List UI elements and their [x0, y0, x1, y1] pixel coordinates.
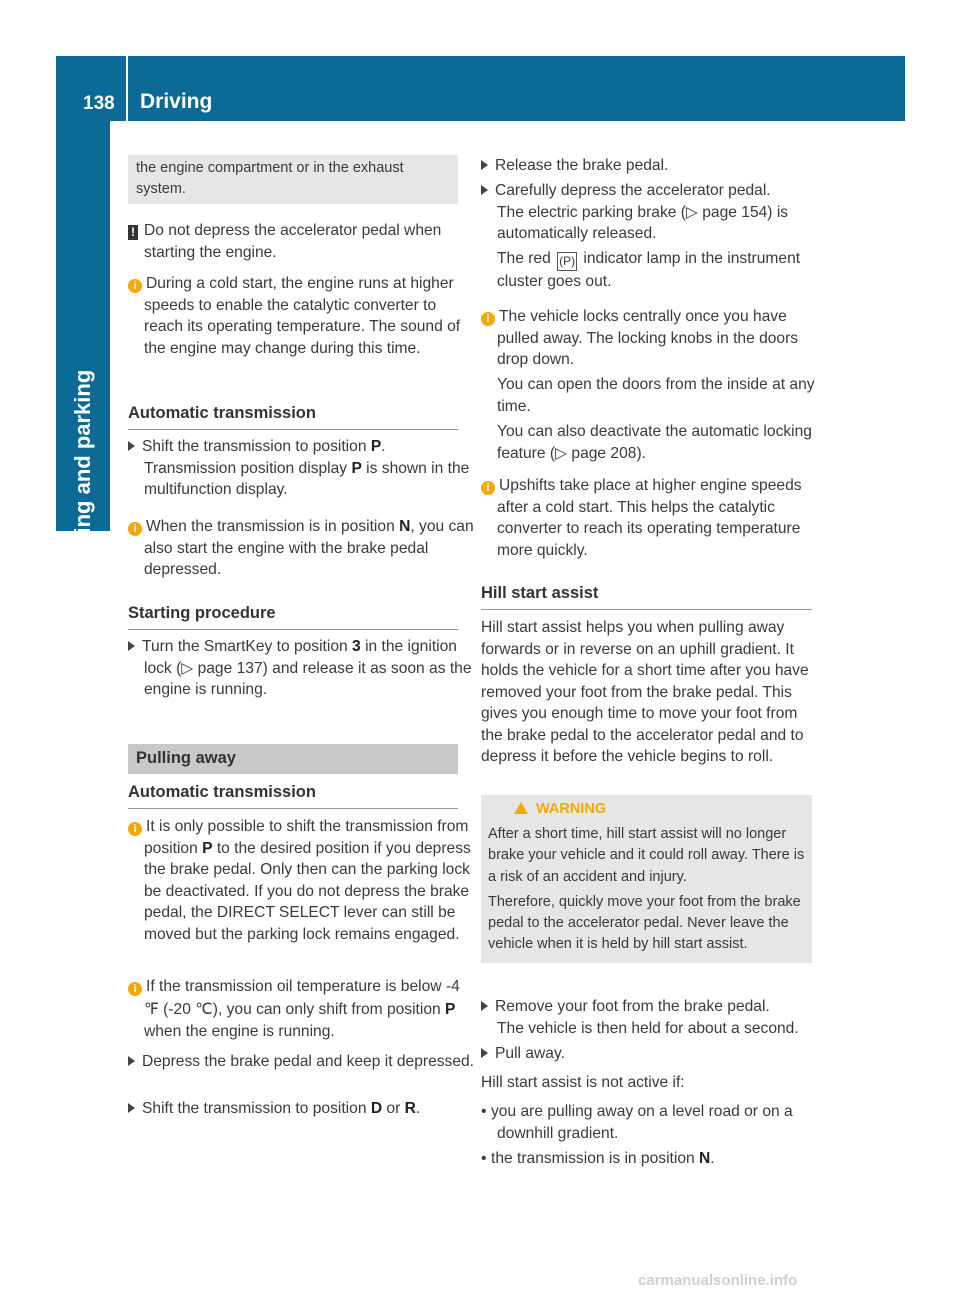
info-upshifts: i Upshifts take place at higher engine speeds after a cold start. This helps the catalytic converter to reach its operating temperature more quickly. [481, 475, 828, 561]
continued-box [128, 155, 458, 204]
parking-lamp-text: The red (P) indicator lamp in the instrument cluster goes out. [497, 250, 801, 290]
warning-box [481, 795, 812, 963]
step-arrow-icon [481, 185, 488, 195]
info-central-locking: i The vehicle locks centrally once you have pulled away. The locking knobs in the doors drop down. [481, 306, 828, 371]
step-arrow-icon [128, 1056, 135, 1066]
heading-automatic-transmission: Automatic transmission [128, 403, 458, 430]
continued-text: the engine compartment or in the exhaust system. [136, 160, 404, 197]
step-arrow-icon [128, 1103, 135, 1113]
info-icon: i [128, 522, 142, 536]
warning-triangle-icon [514, 802, 528, 814]
bullet-position-n: • the transmission is in position N. [481, 1148, 828, 1170]
info-shift-from-p: i It is only possible to shift the transmission from position P to the desired position if you depress the brake pedal. Only then can the parking lock be deactivated. If you do not depress the brake pedal, the DIRECT SELECT lever can still be moved but the parking lock remains engaged. [128, 816, 474, 945]
section-title: Driving [140, 90, 213, 113]
side-tab-label: Driving and parking [70, 369, 95, 577]
page-number: 138 [83, 93, 115, 114]
bullet-level-road: • you are pulling away on a level road or on a downhill gradient. [481, 1103, 793, 1142]
info-icon: i [128, 279, 142, 293]
warning-text-2: Therefore, quickly move your foot from the brake pedal to the accelerator pedal. Never leave the vehicle when it is held by hill start assist. [488, 893, 801, 953]
step-pull-away: Pull away. [481, 1043, 828, 1065]
step-shift-d-r: Shift the transmission to position D or R. [128, 1098, 474, 1120]
hill-start-paragraph: Hill start assist helps you when pulling away forwards or in reverse on an uphill gradient. It holds the vehicle for a short time after you have removed your foot from the brake pedal. This gives you enough time to move your foot from the brake pedal to the accelerator pedal and to depress it before the vehicle begins to roll. [481, 619, 809, 765]
info-oil-temperature: i If the transmission oil temperature is below -4 ℉ (-20 ℃), you can only shift from position P when the engine is running. [128, 976, 474, 1044]
step-arrow-icon [481, 160, 488, 170]
heading-hill-start-assist: Hill start assist [481, 583, 812, 610]
caution-note: ! Do not depress the accelerator pedal when starting the engine. [128, 220, 474, 263]
exclamation-icon: ! [128, 225, 138, 240]
heading-starting-procedure: Starting procedure [128, 603, 458, 630]
info-icon: i [481, 481, 495, 495]
step-arrow-icon [128, 441, 135, 451]
header-divider [126, 56, 128, 121]
parking-brake-lamp-icon: (P) [557, 252, 577, 271]
step-depress-accelerator: Carefully depress the accelerator pedal. The electric parking brake (▷ page 154) is automatically released. [481, 180, 828, 245]
step-depress-brake: Depress the brake pedal and keep it depressed. [128, 1051, 474, 1073]
info-icon: i [481, 312, 495, 326]
page-header [56, 56, 905, 121]
warning-text-1: After a short time, hill start assist will no longer brake your vehicle and it could roll away. There is a risk of an accident and injury. [488, 826, 805, 885]
info-icon: i [128, 982, 142, 996]
info-icon: i [128, 822, 142, 836]
info-position-n: i When the transmission is in position N, you can also start the engine with the brake pedal depressed. [128, 516, 474, 581]
step-arrow-icon [481, 1048, 488, 1058]
step-turn-smartkey: Turn the SmartKey to position 3 in the ignition lock (▷ page 137) and release it as soon as the engine is running. [128, 636, 474, 701]
warning-header: WARNING [488, 799, 805, 820]
step-arrow-icon [128, 641, 135, 651]
info-central-locking-2: You can open the doors from the inside at any time. [497, 376, 815, 415]
info-central-locking-3: You can also deactivate the automatic locking feature (▷ page 208). [497, 423, 812, 462]
not-active-intro: Hill start assist is not active if: [481, 1074, 685, 1091]
step-remove-foot: Remove your foot from the brake pedal. The vehicle is then held for about a second. [481, 996, 828, 1039]
heading-automatic-transmission-2: Automatic transmission [128, 782, 458, 809]
step-release-brake: Release the brake pedal. [481, 155, 828, 177]
bullet-icon: • [481, 1103, 487, 1120]
info-cold-start: i During a cold start, the engine runs at higher speeds to enable the catalytic converter to reach its operating temperature. The sound of the engine may change during this time. [128, 273, 474, 359]
step-shift-p: Shift the transmission to position P. Transmission position display P is shown in the multifunction display. [128, 436, 474, 501]
watermark: carmanualsonline.info [638, 1272, 798, 1289]
heading-pulling-away: Pulling away [128, 744, 458, 774]
bullet-icon: • [481, 1150, 487, 1167]
step-arrow-icon [481, 1001, 488, 1011]
